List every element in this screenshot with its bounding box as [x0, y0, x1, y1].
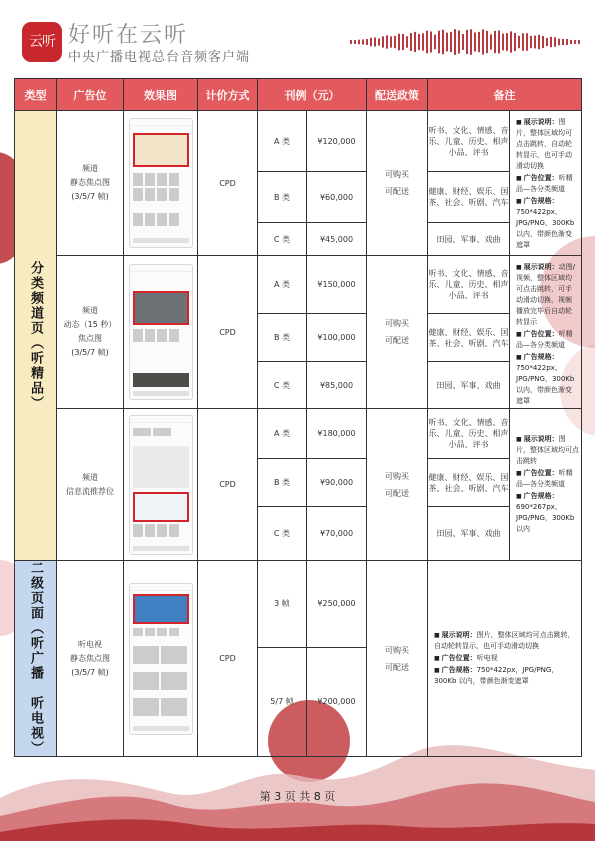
page-header — [14, 14, 584, 64]
category-cell-listen — [15, 111, 57, 561]
brand-name: 好听在云听 — [68, 23, 189, 48]
note-item: ■ 展示说明：图片，整体区域均可点击跳转，自动轮转显示，也可手动滑动切换 — [434, 630, 575, 650]
content-cell: 田园、军事、戏曲 — [428, 223, 510, 256]
tier-type: 5/7 帧 — [258, 647, 307, 756]
tier-type: B 类 — [258, 313, 307, 362]
tier-price: ¥250,000 — [307, 561, 367, 648]
policy-line: 可购买 — [385, 170, 409, 179]
preview-thumbnail — [129, 118, 193, 248]
policy-line: 可购买 — [385, 319, 409, 328]
content-cell: 田园、军事、戏曲 — [428, 362, 510, 409]
preview-cell — [124, 561, 198, 757]
position-line: (3/5/7 帧) — [71, 667, 109, 677]
notes-cell — [510, 256, 582, 409]
pricing-cell: CPD — [198, 256, 258, 409]
preview-thumbnail — [129, 415, 193, 555]
tier-type: A 类 — [258, 256, 307, 314]
header-type: 类型 — [15, 79, 57, 111]
pricing-cell: CPD — [198, 409, 258, 561]
note-item: ■ 广告位置：听电视 — [434, 653, 498, 662]
tier-price: ¥45,000 — [307, 223, 367, 256]
tier-type: C 类 — [258, 362, 307, 409]
tier-price: ¥60,000 — [307, 172, 367, 223]
position-line: (3/5/7 帧) — [71, 348, 109, 357]
policy-line: 可购买 — [385, 471, 409, 481]
note-item: ■ 广告位置：听精品—各分类频道 — [516, 468, 573, 488]
tier-type: C 类 — [258, 223, 307, 256]
ad-rate-table — [14, 78, 582, 757]
pricing-cell: CPD — [198, 561, 258, 757]
category-label: 二级页面（听广播 听电视） — [28, 561, 43, 756]
preview-thumbnail — [129, 583, 193, 735]
position-line: 焦点图 — [78, 334, 102, 343]
policy-cell — [367, 561, 428, 757]
policy-line: 可购买 — [385, 645, 409, 655]
position-line: 频道 — [82, 164, 98, 173]
position-line: 静态焦点图 — [70, 653, 110, 663]
note-item: ■ 广告规格：750*422px、JPG/PNG，300Kb 以内，带颜色渐变遮罩 — [516, 353, 575, 405]
policy-line: 可配送 — [385, 187, 409, 196]
header-policy: 配送政策 — [367, 79, 428, 111]
position-line: 动态（15 秒） — [63, 320, 117, 329]
note-item: ■ 广告规格：750*422px，JPG/PNG，300Kb 以内，带颜色渐变遮罩 — [434, 665, 559, 685]
category-cell-second-level — [15, 561, 57, 757]
app-logo: 云听 — [22, 22, 62, 62]
position-cell — [57, 409, 124, 561]
header-preview: 效果图 — [124, 79, 198, 111]
table-row — [15, 561, 582, 648]
tier-price: ¥85,000 — [307, 362, 367, 409]
tier-type: C 类 — [258, 507, 307, 561]
note-item: ■ 展示说明：动图/视频，整体区域均可点击跳转，可手动滑动切换，视频播放完毕后自动轮转显示 — [516, 263, 575, 326]
table-row — [15, 111, 582, 172]
header-pricing: 计价方式 — [198, 79, 258, 111]
pricing-cell: CPD — [198, 111, 258, 256]
tier-price: ¥180,000 — [307, 409, 367, 459]
content-cell: 健康、财经、娱乐、国茶、社会、听剧、汽车 — [428, 313, 510, 362]
note-item: ■ 展示说明：图片，整体区域均可点击跳转，自动轮转显示，也可手动滑动切换 — [516, 118, 572, 170]
position-line: (3/5/7 帧) — [71, 192, 109, 201]
policy-cell — [367, 256, 428, 409]
audio-wave-icon — [350, 28, 582, 56]
position-cell — [57, 111, 124, 256]
header-notes: 备注 — [428, 79, 582, 111]
tier-price: ¥150,000 — [307, 256, 367, 314]
tier-price: ¥200,000 — [307, 647, 367, 756]
header-rate: 刊例（元） — [258, 79, 367, 111]
preview-cell — [124, 409, 198, 561]
content-cell: 健康、财经、娱乐、国茶、社会、听剧、汽车 — [428, 459, 510, 507]
preview-cell — [124, 256, 198, 409]
table-row — [15, 409, 582, 459]
page-number: 第 3 页 共 8 页 — [259, 790, 336, 803]
header-position: 广告位 — [57, 79, 124, 111]
position-line: 信息流推荐位 — [66, 486, 114, 496]
tier-type: 3 帧 — [258, 561, 307, 648]
tier-price: ¥70,000 — [307, 507, 367, 561]
category-label: 分类频道页（听精品） — [28, 260, 43, 411]
notes-cell — [428, 561, 582, 757]
policy-cell — [367, 111, 428, 256]
tier-type: A 类 — [258, 111, 307, 172]
position-line: 频道 — [82, 472, 98, 482]
tier-price: ¥120,000 — [307, 111, 367, 172]
note-item: ■ 广告规格：690*267px、JPG/PNG，300Kb 以内 — [516, 491, 575, 533]
preview-cell — [124, 111, 198, 256]
note-item: ■ 广告规格：750*422px、JPG/PNG，300Kb 以内，带颜色渐变遮罩 — [516, 197, 575, 249]
policy-line: 可配送 — [385, 662, 409, 672]
table-row — [15, 256, 582, 314]
note-item: ■ 广告位置：听精品—各分类频道 — [516, 330, 573, 349]
position-line: 静态焦点图 — [70, 178, 110, 187]
position-cell — [57, 561, 124, 757]
position-line: 频道 — [82, 306, 98, 315]
notes-cell — [510, 409, 582, 561]
tier-type: B 类 — [258, 459, 307, 507]
position-line: 听电视 — [78, 639, 102, 649]
content-cell: 听书、文化、情感、音乐、儿童、历史、相声小品、评书 — [428, 111, 510, 172]
policy-cell — [367, 409, 428, 561]
content-cell: 健康、财经、娱乐、国茶、社会、听剧、汽车 — [428, 172, 510, 223]
policy-line: 可配送 — [385, 336, 409, 345]
policy-line: 可配送 — [385, 488, 409, 498]
content-cell: 听书、文化、情感、音乐、儿童、历史、相声小品、评书 — [428, 256, 510, 314]
brand-subtitle: 中央广播电视总台音频客户端 — [68, 50, 251, 65]
position-cell — [57, 256, 124, 409]
table-header-row — [15, 79, 582, 111]
notes-cell — [510, 111, 582, 256]
note-item: ■ 展示说明：图片，整体区域均可点击跳转 — [516, 434, 579, 465]
note-item: ■ 广告位置：听精品—各分类频道 — [516, 174, 573, 193]
preview-thumbnail — [129, 264, 193, 400]
tier-price: ¥90,000 — [307, 459, 367, 507]
tier-type: B 类 — [258, 172, 307, 223]
tier-type: A 类 — [258, 409, 307, 459]
tier-price: ¥100,000 — [307, 313, 367, 362]
content-cell: 田园、军事、戏曲 — [428, 507, 510, 561]
content-cell: 听书、文化、情感、音乐、儿童、历史、相声小品、评书 — [428, 409, 510, 459]
